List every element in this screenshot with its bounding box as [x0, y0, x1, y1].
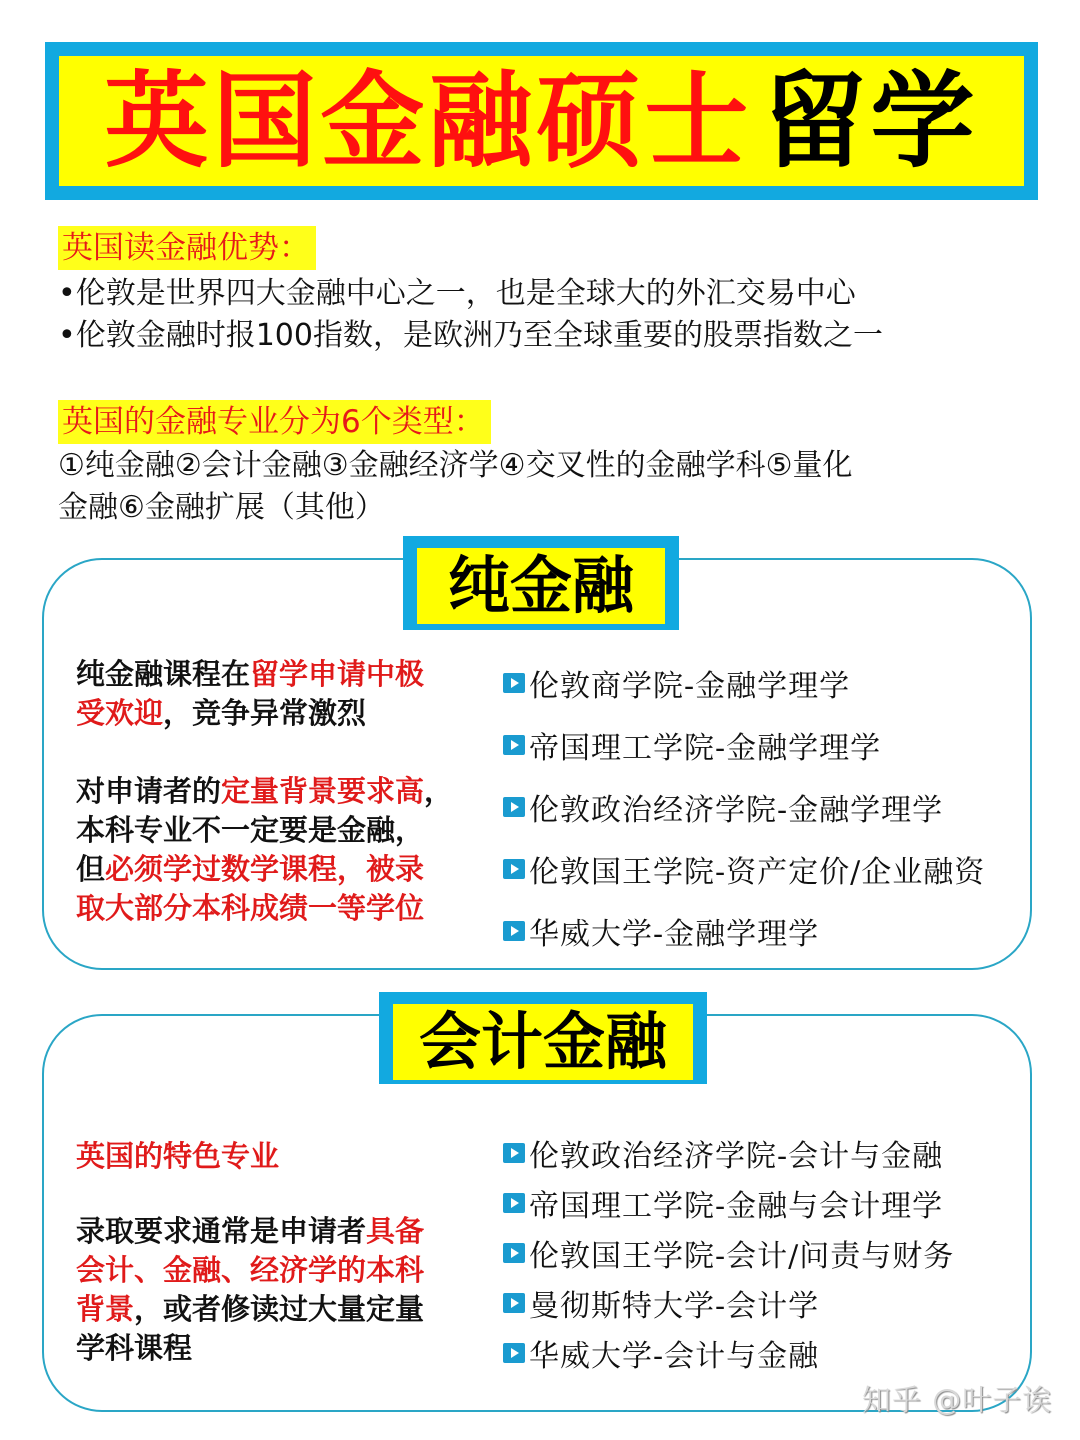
school-item [503, 1178, 954, 1228]
page-title-red: 英国金融硕士 [104, 59, 753, 182]
body-text: 纯金融课程在 [76, 657, 251, 691]
school-item [503, 1128, 954, 1178]
school-item [503, 900, 985, 962]
description-line [76, 1290, 486, 1329]
school-name: 曼彻斯特大学-会计学 [529, 1289, 820, 1324]
school-name: 伦敦商学院-金融学理学 [529, 669, 851, 704]
play-bullet-icon [503, 735, 525, 755]
advantages-heading: 英国读金融优势： [58, 226, 316, 270]
school-name: 华威大学-会计与金融 [529, 1339, 820, 1374]
description-line [76, 733, 486, 772]
types-line: ①纯金融②会计金融③金融经济学④交叉性的金融学科⑤量化 [58, 448, 853, 483]
school-item [503, 776, 985, 838]
play-bullet-icon [503, 673, 525, 693]
body-text: 本科专业不一定要是金融， [76, 813, 425, 847]
description-line [76, 772, 486, 811]
title-banner [45, 42, 1038, 200]
play-bullet-icon [503, 1243, 525, 1263]
body-text: 学科课程 [76, 1331, 193, 1365]
school-name: 伦敦政治经济学院-金融学理学 [529, 793, 944, 828]
section-description [76, 1137, 486, 1368]
school-name: 帝国理工学院-金融与会计理学 [529, 1189, 944, 1224]
emphasis-text: 留学申请中极 [250, 657, 425, 691]
title-inner [59, 56, 1024, 186]
school-name: 伦敦政治经济学院-会计与金融 [529, 1139, 944, 1174]
play-bullet-icon [503, 1143, 525, 1163]
emphasis-text: 取大部分本科成绩一等学位 [76, 891, 425, 925]
advantage-item: •伦敦是世界四大金融中心之一，也是全球大的外汇交易中心 [58, 276, 856, 311]
description-line [76, 850, 486, 889]
play-bullet-icon [503, 1343, 525, 1363]
section-title-box [403, 536, 679, 630]
emphasis-text: 定量背景要求高 [221, 774, 425, 808]
emphasis-text: 受欢迎 [76, 696, 164, 730]
play-bullet-icon [503, 797, 525, 817]
school-item [503, 652, 985, 714]
section-title-box [379, 992, 707, 1084]
description-line [76, 655, 486, 694]
school-name: 帝国理工学院-金融学理学 [529, 731, 882, 766]
description-line [76, 1329, 486, 1368]
school-list [503, 652, 985, 962]
description-line [76, 1137, 486, 1176]
section-description [76, 655, 486, 928]
body-text: ，竞争异常激烈 [163, 696, 367, 730]
description-line [76, 889, 486, 928]
play-bullet-icon [503, 921, 525, 941]
description-line [76, 694, 486, 733]
school-item [503, 1278, 954, 1328]
types-line: 金融⑥金融扩展（其他） [58, 490, 385, 525]
school-item [503, 714, 985, 776]
body-text: 录取要求通常是申请者 [76, 1214, 367, 1248]
play-bullet-icon [503, 859, 525, 879]
section-title: 纯金融 [417, 548, 665, 624]
section-title: 会计金融 [393, 1004, 693, 1080]
play-bullet-icon [503, 1193, 525, 1213]
emphasis-text: 会计、金融、经济学的本科 [76, 1253, 425, 1287]
school-name: 伦敦国王学院-会计/问责与财务 [529, 1239, 955, 1274]
school-name: 华威大学-金融学理学 [529, 917, 820, 952]
school-item [503, 1228, 954, 1278]
body-text: 但 [76, 852, 106, 886]
body-text: ， [424, 774, 454, 808]
play-bullet-icon [503, 1293, 525, 1313]
page-title-black: 留学 [762, 59, 979, 182]
school-name: 伦敦国王学院-资产定价/企业融资 [529, 855, 986, 890]
advantage-item: •伦敦金融时报100指数，是欧洲乃至全球重要的股票指数之一 [58, 318, 883, 353]
body-text: 对申请者的 [76, 774, 222, 808]
emphasis-text: 必须学过数学课程，被录 [105, 852, 425, 886]
emphasis-text: 具备 [366, 1214, 425, 1248]
description-line [76, 1176, 486, 1212]
description-line [76, 1212, 486, 1251]
types-heading: 英国的金融专业分为6个类型： [58, 400, 491, 444]
body-text: ，或者修读过大量定量 [134, 1292, 425, 1326]
school-item [503, 838, 985, 900]
description-line [76, 1251, 486, 1290]
emphasis-text: 英国的特色专业 [76, 1139, 280, 1173]
school-item [503, 1328, 954, 1378]
description-line [76, 811, 486, 850]
emphasis-text: 背景 [76, 1292, 135, 1326]
school-list [503, 1128, 954, 1378]
watermark: 知乎 @叶子诶 [862, 1383, 1053, 1417]
